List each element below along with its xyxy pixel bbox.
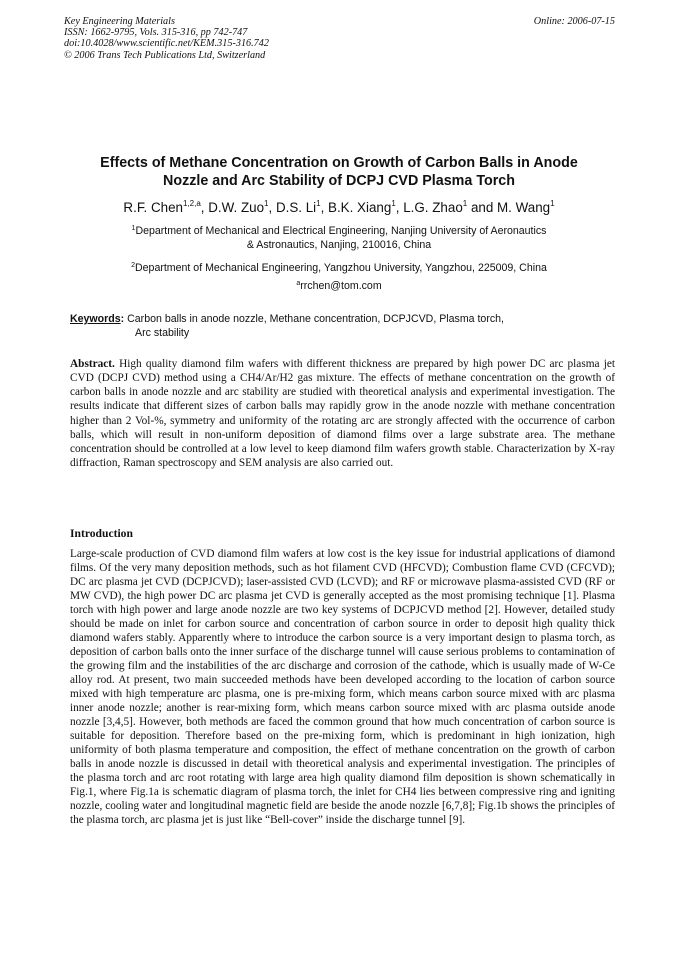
abstract: [70, 357, 615, 470]
abstract-label: Abstract.: [70, 358, 115, 370]
author-name: B.K. Xiang: [328, 200, 392, 215]
email-address: rrchen@tom.com: [300, 280, 382, 292]
affiliation-sup: 2: [131, 262, 136, 269]
affiliation-2: [40, 261, 638, 275]
copyright-line: © 2006 Trans Tech Publications Ltd, Switzerland: [64, 49, 266, 61]
affiliation-2-line-1: [40, 261, 638, 275]
author-name: R.F. Chen: [123, 200, 183, 215]
author-separator: and: [467, 200, 498, 215]
section-heading-introduction: Introduction: [70, 527, 133, 540]
keywords-label: Keywords: [70, 313, 121, 325]
author-affil-sup: 1,2,a: [182, 199, 201, 208]
author-affil-sup: 1: [550, 199, 555, 208]
affiliation-text: Department of Mechanical and Electrical Engineering, Nanjing University of Aeronautics: [135, 225, 547, 237]
author-affil-sup: 1: [316, 199, 321, 208]
affiliation-1: [40, 224, 638, 252]
title-line-2: Nozzle and Arc Stability of DCPJ CVD Plasma Torch: [163, 173, 515, 189]
author-separator: ,: [200, 200, 209, 215]
affiliation-text: Department of Mechanical Engineering, Yangzhou University, Yangzhou, 225009, China: [135, 262, 547, 274]
author-name: M. Wang: [497, 200, 551, 215]
author-name: D.W. Zuo: [208, 200, 265, 215]
author-affil-sup: 1: [391, 199, 396, 208]
issn-line: ISSN: 1662-9795, Vols. 315-316, pp 742-747: [64, 27, 248, 39]
paper-title: [40, 154, 638, 190]
affiliation-1-line-1: [40, 224, 638, 238]
author: [403, 200, 497, 215]
introduction-paragraph: Large-scale production of CVD diamond film wafers at low cost is the key issue for industrial applications of diamond films. Of the very many deposition methods, such as hot filament CVD (HFCVD); Combustion flame CVD (CFCVD); DC arc plasma jet CVD (DCPJCVD); laser-assisted CVD (LCVD); and RF or microwave plasma-assisted CVD (RF or MW CVD), the high power DC arc plasma jet CVD is generally accepted as the most promising technique [1]. Plasma torch with high power and large anode nozzle are two key systems of DCPJCVD method [2]. However, detailed study should be made on inlet for carbon source and concentration of carbon source in order to deposit high quality thick diamond wafers stably. Apparently where to introduce the carbon source is a very important design to plasma torch, as deposition of carbon balls onto the inner surface of the discharge tunnel will cause serious problems to contamination of the growing film and the instabilities of the arc discharge and corrosion of the cathode, which is usually made of W-Ce alloy rod. At present, two main succeeded methods have been developed according to the location of carbon source mixed with high temperature arc plasma, one is pre-mixing form, which means carbon source mixed with arc plasma inner anode nozzle; another is rear-mixing form, which means carbon source mixed with arc plasma outside anode nozzle [3,4,5]. However, both methods are faced the common ground that how much concentration of carbon source is suitable for deposition. Therefore based on the pre-mixing form, which is predominant in high ionization, high uniformity of both plasma temperature and composition, the effect of methane concentration on the growth of carbon balls in anode nozzle is discussed in detail with theoretical analysis and experimental investigation. The principles of the plasma torch and arc root rotating with large area high quality diamond film deposition is shown schematically in Fig.1, where Fig.1a is schematic diagram of plasma torch, the inlet for CH4 lies between compressive ring and igniting nozzle, cooling water and longitudinal magnetic field are beside the anode nozzle [6,7,8]; Fig.1b shows the principles of the plasma torch, arc plasma jet is just like “Bell-cover” inside the discharge tunnel [9].: [70, 548, 615, 826]
abstract-text: High quality diamond film wafers with different thickness are prepared by high power DC arc plasma jet CVD (DCPJ CVD) method using a CH4/Ar/H2 gas mixture. The effects of methane concentration on the growth of carbon balls in anode nozzle and arc stability are studied with theoretical analysis and experimental investigation. The results indicate that different sizes of carbon balls may rapidly grow in the anode nozzle with methane concentration higher than 2 Vol-%, symmetry and uniformity of the rotating arc are strongly affected with the occurrence of carbon balls, which will result in non-uniform deposition of diamond films over a large substrate area. The methane concentration should be controlled at a low level to keep diamond film wafers growth stable. Characterization by X-ray diffraction, Raman spectroscopy and SEM analysis are also carried out.: [70, 358, 615, 470]
author: [208, 200, 276, 215]
affiliation-sup: 1: [131, 225, 136, 232]
author-list: [40, 200, 638, 215]
corresponding-email: [40, 279, 638, 293]
title-line-1: Effects of Methane Concentration on Growth of Carbon Balls in Anode: [100, 155, 578, 171]
email-line: [40, 279, 638, 293]
affiliation-1-line-2: & Astronautics, Nanjing, 210016, China: [246, 239, 432, 251]
online-date: Online: 2006-07-15: [533, 16, 615, 27]
doi-line: doi:10.4028/www.scientific.net/KEM.315-316.742: [64, 38, 269, 50]
journal-name: Key Engineering Materials: [64, 16, 175, 27]
author-separator: ,: [320, 200, 329, 215]
author-affil-sup: 1: [264, 199, 269, 208]
author-separator: ,: [395, 200, 404, 215]
author: [123, 200, 208, 215]
author: [328, 200, 403, 215]
author: [497, 200, 555, 215]
email-sup: a: [296, 280, 301, 287]
author: [276, 200, 328, 215]
keywords-text-1: Carbon balls in anode nozzle, Methane concentration, DCPJCVD, Plasma torch,: [127, 313, 504, 325]
author-affil-sup: 1: [462, 199, 468, 208]
keywords-line-2: Arc stability: [135, 327, 190, 339]
author-name: L.G. Zhao: [403, 200, 463, 215]
author-name: D.S. Li: [275, 200, 317, 215]
author-separator: ,: [268, 200, 276, 215]
keywords-line-1: Keywords: Carbon balls in anode nozzle, Methane concentration, DCPJCVD, Plasma torch,: [70, 313, 504, 325]
keywords-block: [70, 312, 630, 340]
journal-header: [64, 16, 424, 61]
